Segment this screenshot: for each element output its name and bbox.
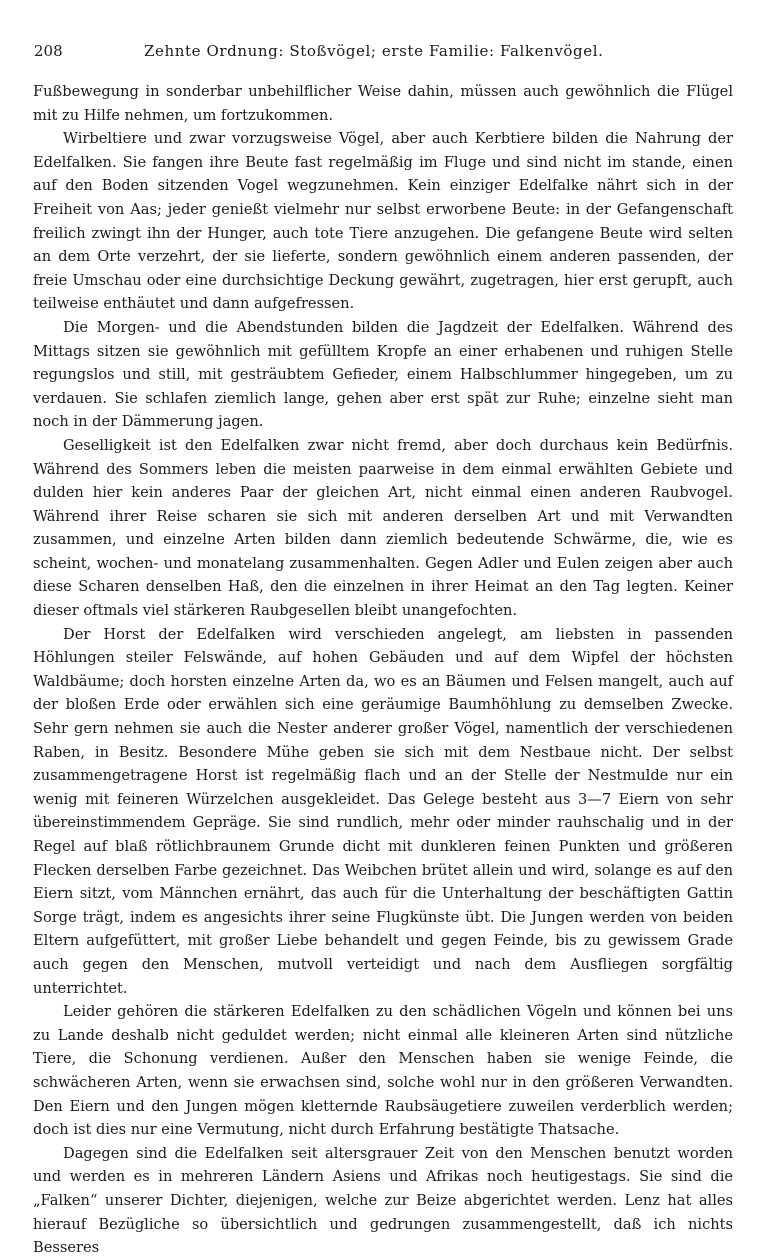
- paragraph-horst: Der Horst der Edelfalken wird verschieden angelegt, am liebsten in passenden Höhlungen steiler Felswände, auf hohen Gebäuden und auf dem Wipfel der höchsten Waldbäume; doch horsten einzelne Arten da, wo es an Bäumen und Felsen mangelt, auch auf der bloßen Erde oder erwählen sich eine geräumige Baumhöhlung zu demselben Zwecke. Sehr gern nehmen sie auch die Nester anderer großer Vögel, namentlich der verschiedenen Raben, in Besitz. Besondere Mühe geben sie sich mit dem Nestbaue nicht. Der selbst zusammengetragene Horst ist regelmäßig flach und an der Stelle der Nestmulde nur ein wenig mit feineren Würzelchen ausgekleidet. Das Gelege besteht aus 3—7 Eiern von sehr übereinstimmendem Gepräge. Sie sind rundlich, mehr oder minder rauhschalig und in der Regel auf blaß rötlichbraunem Grunde dicht mit dunkleren feinen Punkten und größeren Flecken derselben Farbe gezeichnet. Das Weibchen brütet allein und wird, solange es auf den Eiern sitzt, vom Männchen ernährt, das auch für die Unterhaltung der beschäftigten Gattin Sorge trägt, indem es angesichts ihrer seine Flugkünste übt. Die Jungen werden von beiden Eltern aufgefüttert, mit großer Liebe behandelt und gegen Feinde, bis zu gewissem Grade auch gegen den Menschen, mutvoll verteidigt und nach dem Ausfliegen sorgfältig unterrichtet.: [33, 625, 733, 997]
- paragraph-beize: Dagegen sind die Edelfalken seit altersgrauer Zeit von den Menschen benutzt worden und werden es in mehreren Ländern Asiens und Afrikas noch heutigestags. Sie sind die „Falken“ unserer Dichter, diejenigen, welche zur Beize abgerichtet werden. Lenz hat alles hierauf Bezügliche so übersichtlich und gedrungen zusammengestellt, daß ich nichts Besseres: [33, 1144, 733, 1257]
- paragraph-continuation: Fußbewegung in sonderbar unbehilflicher Weise dahin, müssen auch gewöhnlich die Flügel mit zu Hilfe nehmen, um fortzukommen.: [33, 83, 733, 124]
- paragraph-nahrung: Wirbeltiere und zwar vorzugsweise Vögel, aber auch Kerbtiere bilden die Nahrung der Edelfalken. Sie fangen ihre Beute fast regelmäßig im Fluge und sind nicht im stande, einen auf den Boden sitzenden Vogel wegzunehmen. Kein einziger Edelfalke nährt sich in der Freiheit von Aas; jeder genießt vielmehr nur selbst erworbene Beute: in der Gefangenschaft freilich zwingt ihn der Hunger, auch tote Tiere anzugehen. Die gefangene Beute wird selten an dem Orte verzehrt, der sie lieferte, sondern gewöhnlich einem anderen passenden, der freie Umschau oder eine durchsichtige Deckung gewährt, zugetragen, hier erst gerupft, auch teilweise enthäutet und dann aufgefressen.: [33, 130, 733, 313]
- paragraph-geselligkeit: Geselligkeit ist den Edelfalken zwar nicht fremd, aber doch durchaus kein Bedürfnis. Während des Sommers leben die meisten paarweise in dem einmal erwählten Gebiete und dulden hier kein anderes Paar der gleichen Art, nicht einmal einen anderen Raubvogel. Während ihrer Reise scharen sie sich mit anderen derselben Art und mit Verwandten zusammen, und einzelne Arten bilden dann ziemlich bedeutende Schwärme, die, wie es scheint, wochen- und monatelang zusammenhalten. Gegen Adler und Eulen zeigen aber auch diese Scharen denselben Haß, den die einzelnen in ihrer Heimat an den Tag legten. Keiner dieser oftmals viel stärkeren Raubgesellen bleibt unangefochten.: [33, 436, 733, 620]
- page-header: [34, 42, 734, 64]
- running-head: Zehnte Ordnung: Stoßvögel; erste Familie: Falkenvögel.: [144, 42, 604, 60]
- paragraph-schaedlichkeit: Leider gehören die stärkeren Edelfalken zu den schädlichen Vögeln und können bei uns zu Lande deshalb nicht geduldet werden; nicht einmal alle kleineren Arten sind nützliche Tiere, die Schonung verdienen. Außer den Menschen haben sie wenige Feinde, die schwächeren Arten, wenn sie erwachsen sind, solche wohl nur in den größeren Verwandten. Den Eiern und den Jungen mögen kletternde Raubsäugetiere zuweilen verderblich werden; doch ist dies nur eine Vermutung, nicht durch Erfahrung bestätigte Thatsache.: [33, 1003, 733, 1139]
- paragraph-jagdzeit: Die Morgen- und die Abendstunden bilden die Jagdzeit der Edelfalken. Während des Mittags sitzen sie gewöhnlich mit gefülltem Kropfe an einer erhabenen und ruhigen Stelle regungslos und still, mit gesträubtem Gefieder, einem Halbschlummer hingegeben, um zu verdauen. Sie schlafen ziemlich lange, gehen aber erst spät zur Ruhe; einzelne sieht man noch in der Dämmerung jagen.: [33, 318, 733, 431]
- page-number: 208: [34, 42, 63, 60]
- body-text: [33, 80, 733, 1260]
